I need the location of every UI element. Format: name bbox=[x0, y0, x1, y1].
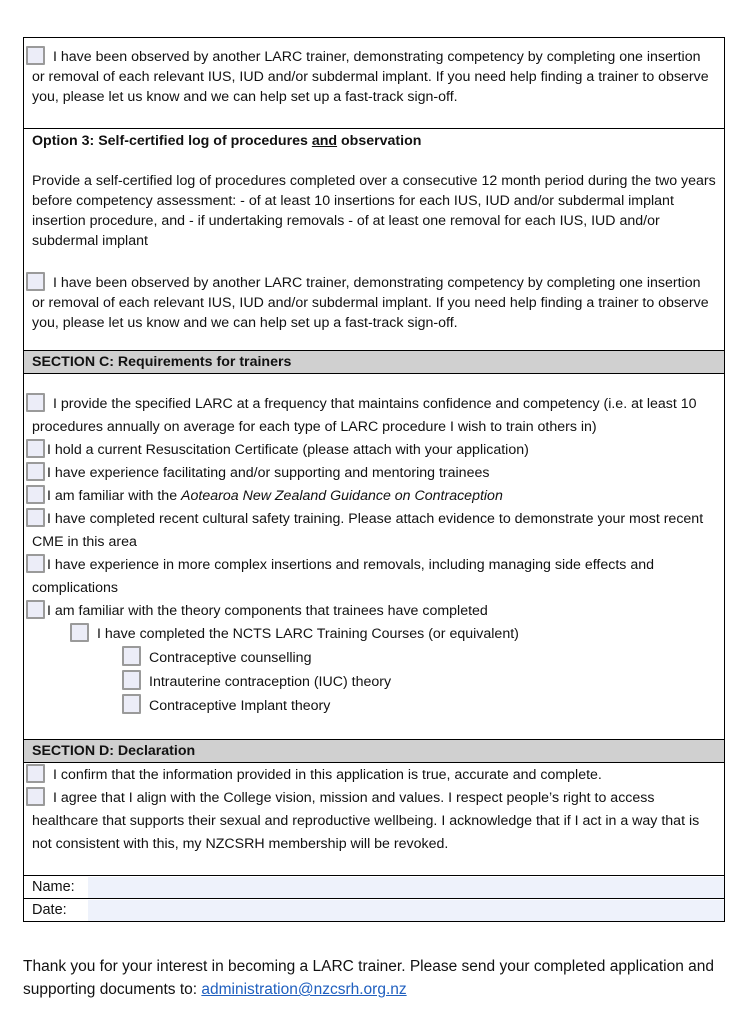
course-item bbox=[32, 670, 716, 694]
option3-title-prefix: Option 3: Self-certified log of procedures bbox=[32, 133, 312, 149]
ncts-courses-label: I have completed the NCTS LARC Training Courses (or equivalent) bbox=[97, 626, 519, 642]
guidance-document-title: Aotearoa New Zealand Guidance on Contraception bbox=[181, 488, 503, 504]
section-c-item-label: I hold a current Resuscitation Certificate (please attach with your application) bbox=[47, 442, 529, 458]
section-c-body bbox=[24, 374, 724, 740]
section-c-item bbox=[32, 554, 716, 600]
option2-observation-cell bbox=[24, 38, 724, 129]
observed-checkbox-option2-label: I have been observed by another LARC trainer, demonstrating competency by completing one insertion or removal of each relevant IUS, IUD and/or subdermal implant. If you need help finding a trainer to observe you, please let us know and we can help set up a fast-track sign-off. bbox=[32, 49, 709, 105]
date-input[interactable] bbox=[88, 900, 724, 921]
section-c-checkbox-1[interactable] bbox=[26, 393, 45, 412]
declaration-agree-checkbox[interactable] bbox=[26, 787, 45, 806]
section-c-item bbox=[32, 600, 716, 623]
name-row bbox=[24, 876, 724, 899]
section-c-header: SECTION C: Requirements for trainers bbox=[24, 351, 724, 374]
section-c-item-label: I am familiar with the bbox=[47, 488, 182, 504]
section-c-checkbox-3[interactable] bbox=[26, 462, 45, 481]
section-d-header: SECTION D: Declaration bbox=[24, 740, 724, 763]
application-form-table bbox=[23, 37, 725, 922]
date-row bbox=[24, 899, 724, 922]
section-c-checkbox-6[interactable] bbox=[26, 554, 45, 573]
option3-observation bbox=[32, 272, 716, 333]
course-label: Intrauterine contraception (IUC) theory bbox=[149, 674, 392, 690]
section-c-item-label: I have experience facilitating and/or supporting and mentoring trainees bbox=[47, 465, 490, 481]
observed-checkbox-option3[interactable] bbox=[26, 272, 45, 291]
section-d-body bbox=[24, 763, 724, 876]
section-c-checkbox-2[interactable] bbox=[26, 439, 45, 458]
section-c-item-label: I have experience in more complex insertions and removals, including managing side effects and complications bbox=[32, 557, 654, 596]
option3-title-suffix: observation bbox=[337, 133, 422, 149]
declaration-agree-label: I agree that I align with the College vision, mission and values. I respect people’s right to access healthcare that supports their sexual and reproductive wellbeing. I acknowledge that if I act in a way that is not consistent with this, my NZCSRH membership will be revoked. bbox=[32, 790, 700, 852]
section-c-item-label: I provide the specified LARC at a frequency that maintains confidence and competency (i.e. at least 10 procedures annually on average for each type of LARC procedure I wish to train others in) bbox=[32, 396, 697, 435]
section-c-checkbox-4[interactable] bbox=[26, 485, 45, 504]
name-input[interactable] bbox=[88, 877, 724, 898]
observed-checkbox-option3-label: I have been observed by another LARC trainer, demonstrating competency by completing one insertion or removal of each relevant IUS, IUD and/or subdermal implant. If you need help finding a trainer to observe you, please let us know and we can help set up a fast-track sign-off. bbox=[32, 275, 709, 331]
name-label: Name: bbox=[32, 879, 75, 895]
option3-cell bbox=[24, 129, 724, 351]
declaration-item bbox=[32, 764, 716, 787]
course-label: Contraceptive counselling bbox=[149, 650, 312, 666]
section-c-item-label: I have completed recent cultural safety training. Please attach evidence to demonstrate your most recent CME in this area bbox=[32, 511, 704, 550]
course-label: Contraceptive Implant theory bbox=[149, 698, 331, 714]
section-c-checkbox-7[interactable] bbox=[26, 600, 45, 619]
section-c-item-label: I am familiar with the theory components that trainees have completed bbox=[47, 603, 488, 619]
course-checkbox-iuc-theory[interactable] bbox=[122, 670, 141, 690]
option3-title-underlined: and bbox=[311, 133, 338, 149]
section-c-item bbox=[32, 485, 716, 508]
course-item bbox=[32, 694, 716, 718]
section-c-item bbox=[32, 439, 716, 462]
section-c-item bbox=[32, 508, 716, 554]
option3-title bbox=[32, 131, 716, 151]
email-link[interactable]: administration@nzcsrh.org.nz bbox=[201, 981, 407, 998]
declaration-confirm-label: I confirm that the information provided in this application is true, accurate and complete. bbox=[53, 767, 602, 783]
course-checkbox-counselling[interactable] bbox=[122, 646, 141, 666]
footer-text: Thank you for your interest in becoming a LARC trainer. Please send your completed application and supporting documents to: bbox=[23, 958, 714, 998]
date-label: Date: bbox=[32, 902, 67, 918]
section-c-item bbox=[32, 393, 716, 439]
section-c-item bbox=[32, 462, 716, 485]
footer-note bbox=[23, 955, 733, 1001]
option3-description: Provide a self-certified log of procedures completed over a consecutive 12 month period during the two years before competency assessment: - of at least 10 insertions for each IUS, IUD and/or subdermal implant insertion procedure, and - if undertaking removals - of at least one removal for each IUS, IUD and/or subdermal implant bbox=[32, 173, 716, 249]
course-item bbox=[32, 646, 716, 670]
declaration-item bbox=[32, 787, 716, 856]
declaration-confirm-checkbox[interactable] bbox=[26, 764, 45, 783]
ncts-courses-item bbox=[32, 623, 716, 646]
course-checkbox-implant-theory[interactable] bbox=[122, 694, 141, 714]
ncts-courses-checkbox[interactable] bbox=[70, 623, 89, 642]
section-c-checkbox-5[interactable] bbox=[26, 508, 45, 527]
observed-checkbox-option2[interactable] bbox=[26, 46, 45, 65]
